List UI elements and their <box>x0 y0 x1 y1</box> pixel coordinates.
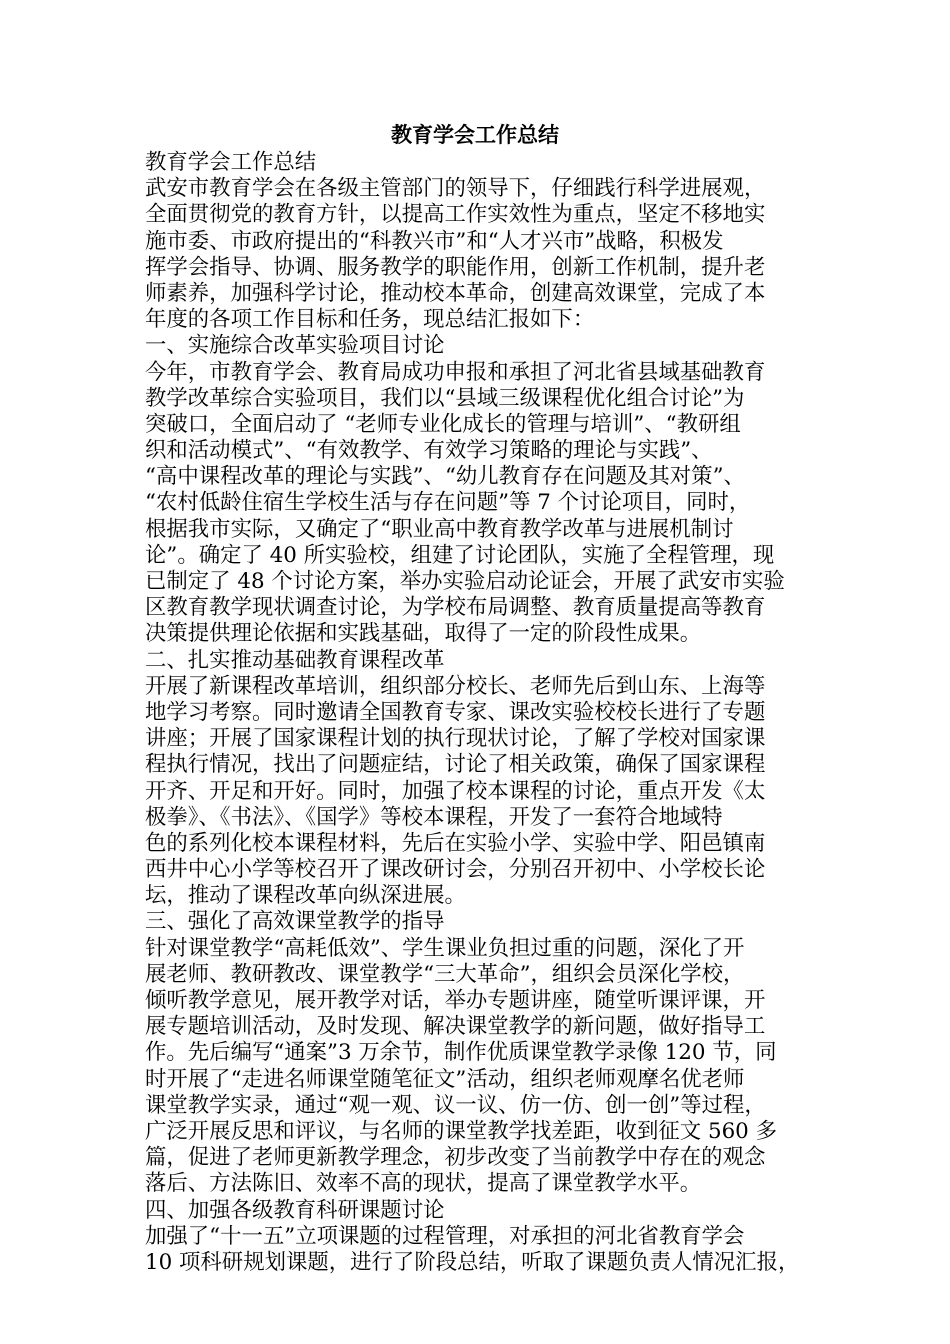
body-line: 二、扎实推动基础教育课程改革 <box>145 647 445 673</box>
body-line: 地学习考察。同时邀请全国教育专家、课改实验校校长进行了专题 <box>145 699 766 725</box>
body-line: 已制定了 48 个讨论方案，举办实验启动论证会，开展了武安市实验 <box>145 569 785 594</box>
body-line: 三、强化了高效课堂教学的指导 <box>145 909 445 935</box>
body-line: 师素养，加强科学讨论，推动校本革命，创建高效课堂，完成了本 <box>145 280 766 306</box>
body-line: 今年，市教育学会、教育局成功申报和承担了河北省县域基础教育 <box>145 359 766 385</box>
body-line: 极拳》、《书法》、《国学》等校本课程，开发了一套符合地域特 <box>145 804 723 830</box>
body-line: 篇，促进了老师更新教学理念，初步改变了当前教学中存在的观念 <box>145 1145 766 1171</box>
body-line: 开展了新课程改革培训，组织部分校长、老师先后到山东、上海等 <box>145 673 766 699</box>
body-line: 加强了“十一五”立项课题的过程管理，对承担的河北省教育学会 <box>145 1223 745 1249</box>
body-line: 四、加强各级教育科研课题讨论 <box>145 1197 445 1223</box>
body-line: 讲座；开展了国家课程计划的执行现状讨论，了解了学校对国家课 <box>145 726 766 752</box>
body-line: 武安市教育学会在各级主管部门的领导下，仔细践行科学进展观， <box>145 176 766 202</box>
body-line: 根据我市实际，又确定了“职业高中教育教学改革与进展机制讨 <box>145 516 734 542</box>
body-line: 展专题培训活动，及时发现、解决课堂教学的新问题，做好指导工 <box>145 1014 766 1040</box>
body-line: 教育学会工作总结 <box>145 150 317 175</box>
body-line: 展老师、教研教改、课堂教学“三大革命”，组织会员深化学校， <box>145 961 745 987</box>
body-line: 挥学会指导、协调、服务教学的职能作用，创新工作机制，提升老 <box>145 254 766 280</box>
body-line: 论”。确定了 40 所实验校，组建了讨论团队，实施了全程管理，现 <box>145 542 775 568</box>
body-line: 决策提供理论依据和实践基础，取得了一定的阶段性成果。 <box>145 621 702 647</box>
document-title: 教育学会工作总结 <box>391 123 559 147</box>
body-line: 西井中心小学等校召开了课改研讨会，分别召开初中、小学校长论 <box>145 857 766 883</box>
body-line: 广泛开展反思和评议，与名师的课堂教学找差距，收到征文 560 多 <box>145 1118 777 1144</box>
body-line: 倾听教学意见，展开教学对话，举办专题讲座，随堂听课评课，开 <box>145 988 766 1013</box>
body-line: 落后、方法陈旧、效率不高的现状，提高了课堂教学水平。 <box>145 1171 702 1197</box>
body-line: 教学改革综合实验项目，我们以“县域三级课程优化组合讨论”为 <box>145 385 745 411</box>
body-line: 课堂教学实录，通过“观一观、议一议、仿一仿、创一创”等过程， <box>145 1092 766 1118</box>
body-line: 10 项科研规划课题，进行了阶段总结，听取了课题负责人情况汇报， <box>145 1249 800 1275</box>
body-line: 一、实施综合改革实验项目讨论 <box>145 333 445 359</box>
body-line: 织和活动模式”、“有效教学、有效学习策略的理论与实践”、 <box>145 438 713 464</box>
body-line: 针对课堂教学“高耗低效”、学生课业负担过重的问题，深化了开 <box>145 935 745 961</box>
body-line: 区教育教学现状调查讨论，为学校布局调整、教育质量提高等教育 <box>145 595 766 621</box>
body-line: 坛，推动了课程改革向纵深进展。 <box>145 883 466 909</box>
body-line: “农村低龄住宿生学校生活与存在问题”等 7 个讨论项目，同时， <box>145 490 751 516</box>
body-line: 突破口，全面启动了 “老师专业化成长的管理与培训”、“教研组 <box>145 411 741 437</box>
body-line: 年度的各项工作目标和任务，现总结汇报如下： <box>145 307 595 333</box>
body-line: “高中课程改革的理论与实践”、“幼儿教育存在问题及其对策”、 <box>145 464 745 490</box>
body-line: 作。先后编写“通案”3 万余节，制作优质课堂教学录像 120 节，同 <box>145 1040 777 1066</box>
body-line: 色的系列化校本课程材料，先后在实验小学、实验中学、阳邑镇南 <box>145 830 766 856</box>
body-line: 开齐、开足和开好。同时，加强了校本课程的讨论，重点开发《太 <box>145 778 766 804</box>
body-line: 施市委、市政府提出的“科教兴市”和“人才兴市”战略，积极发 <box>145 228 724 254</box>
body-line: 程执行情况，找出了问题症结，讨论了相关政策，确保了国家课程 <box>145 752 766 778</box>
document-body <box>145 150 810 1276</box>
body-line: 时开展了“走进名师课堂随笔征文”活动，组织老师观摩名优老师 <box>145 1066 745 1092</box>
body-line: 全面贯彻党的教育方针，以提高工作实效性为重点，坚定不移地实 <box>145 202 766 228</box>
